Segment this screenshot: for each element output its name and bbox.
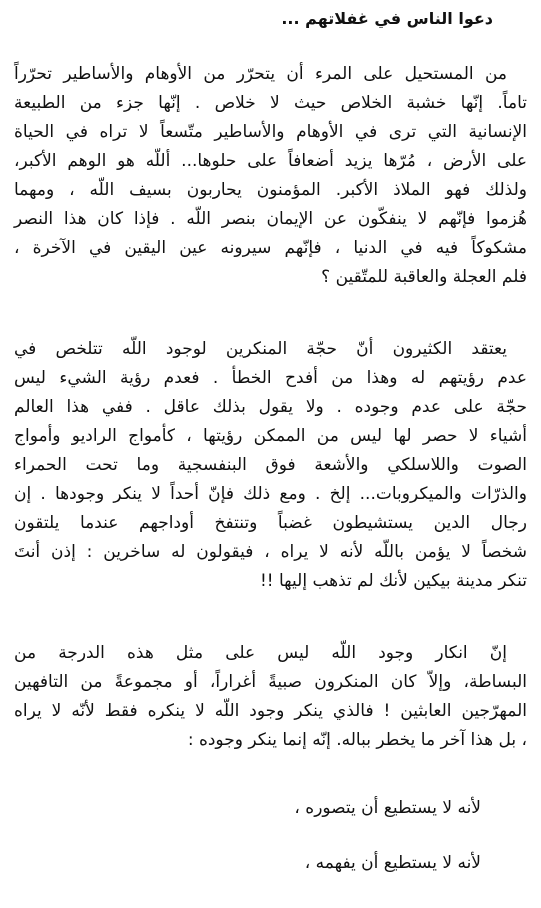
paragraph-line: البساطة، وإلاّ كان المنكرون صبيةً أغراراً، أو مجموعةً من التافهين	[14, 672, 527, 692]
paragraph-line: رجال الدين يستشيطون غضباً وتنتفخ أوداجهم عندما يلتقون	[14, 513, 527, 533]
paragraph-line: ، بل هذا آخر ما يخطر بباله. إنّه إنما ينكر وجوده :	[187, 730, 527, 750]
paragraph-line: حجّة على عدم وجوده . ولا يقول بذلك عاقل . ففي هذا العالم	[14, 397, 527, 417]
paragraph-line: المهرّجين العابثين ! فالذي ينكر وجود اللّه لا ينكره فقط لأنّه لا يراه	[14, 701, 527, 721]
paragraph-line: والذرّات والميكروبات... إلخ . ومع ذلك فإنّ أحداً لا ينكر وجودها . إن	[14, 484, 527, 504]
paragraph-line: على الأرض ، مُرّها يزيد أضعافاً على حلوها... أللّه هو الوهم الأكبر،	[14, 151, 527, 171]
paragraph-line: من المستحيل على المرء أن يتحرّر من الأوهام والأساطير تحرّراً	[14, 64, 507, 84]
paragraph-line: فلم العجلة والعاقبة للمتّقين ؟	[321, 267, 527, 287]
paragraph-line: الإنسانية التي ترى في الأوهام والأساطير متّسعاً لا تراه في الحياة	[14, 122, 527, 142]
paragraph-line: إنّ انكار وجود اللّه ليس على مثل هذه الدرجة من	[14, 643, 507, 663]
paragraph-line: تنكر مدينة بيكين لأنك لم تذهب إليها !!	[259, 571, 527, 591]
paragraph-line: عدم رؤيتهم له وهذا من أفدح الخطأ . فعدم رؤية الشيء ليس	[14, 368, 527, 388]
paragraph-line: تاماً. إنّها خشبة الخلاص حيث لا خلاص . إنّها جزء من الطبيعة	[14, 93, 527, 113]
paragraph-line: يعتقد الكثيرون أنّ حجّة المنكرين لوجود اللّه تتلخص في	[14, 339, 507, 359]
paragraph-line: أشياء لا حصر لها ليس من الممكن رؤيتها ، كأمواج الراديو وأمواج	[14, 426, 527, 446]
paragraph-line: هُزموا فإنّهم لا ينفكّون عن الإيمان بنصر اللّه . فإذا كان هذا النصر	[14, 209, 527, 229]
reason-line: لأنه لا يستطيع أن يفهمه ،	[304, 853, 481, 873]
section-heading: دعوا الناس في غفلاتهم ...	[281, 9, 493, 28]
paragraph-line: الصوت واللاسلكي والأشعة فوق البنفسجية وما تحت الحمراء	[14, 455, 527, 475]
reason-line: لأنه لا يستطيع أن يتصوره ،	[294, 798, 481, 818]
paragraph-line: مشكوكاً فيه في الدنيا ، فإنّهم سيرونه عين اليقين في الآخرة ،	[14, 238, 527, 258]
paragraph-line: شخصاً لا يؤمن باللّه لأنه لا يراه ، فيقولون له ساخرين : إذن أنتَ	[14, 542, 527, 562]
paragraph-line: ولذلك فهو الملاذ الأكبر. المؤمنون يحاربون بسيف اللّه ، ومهما	[14, 180, 527, 200]
